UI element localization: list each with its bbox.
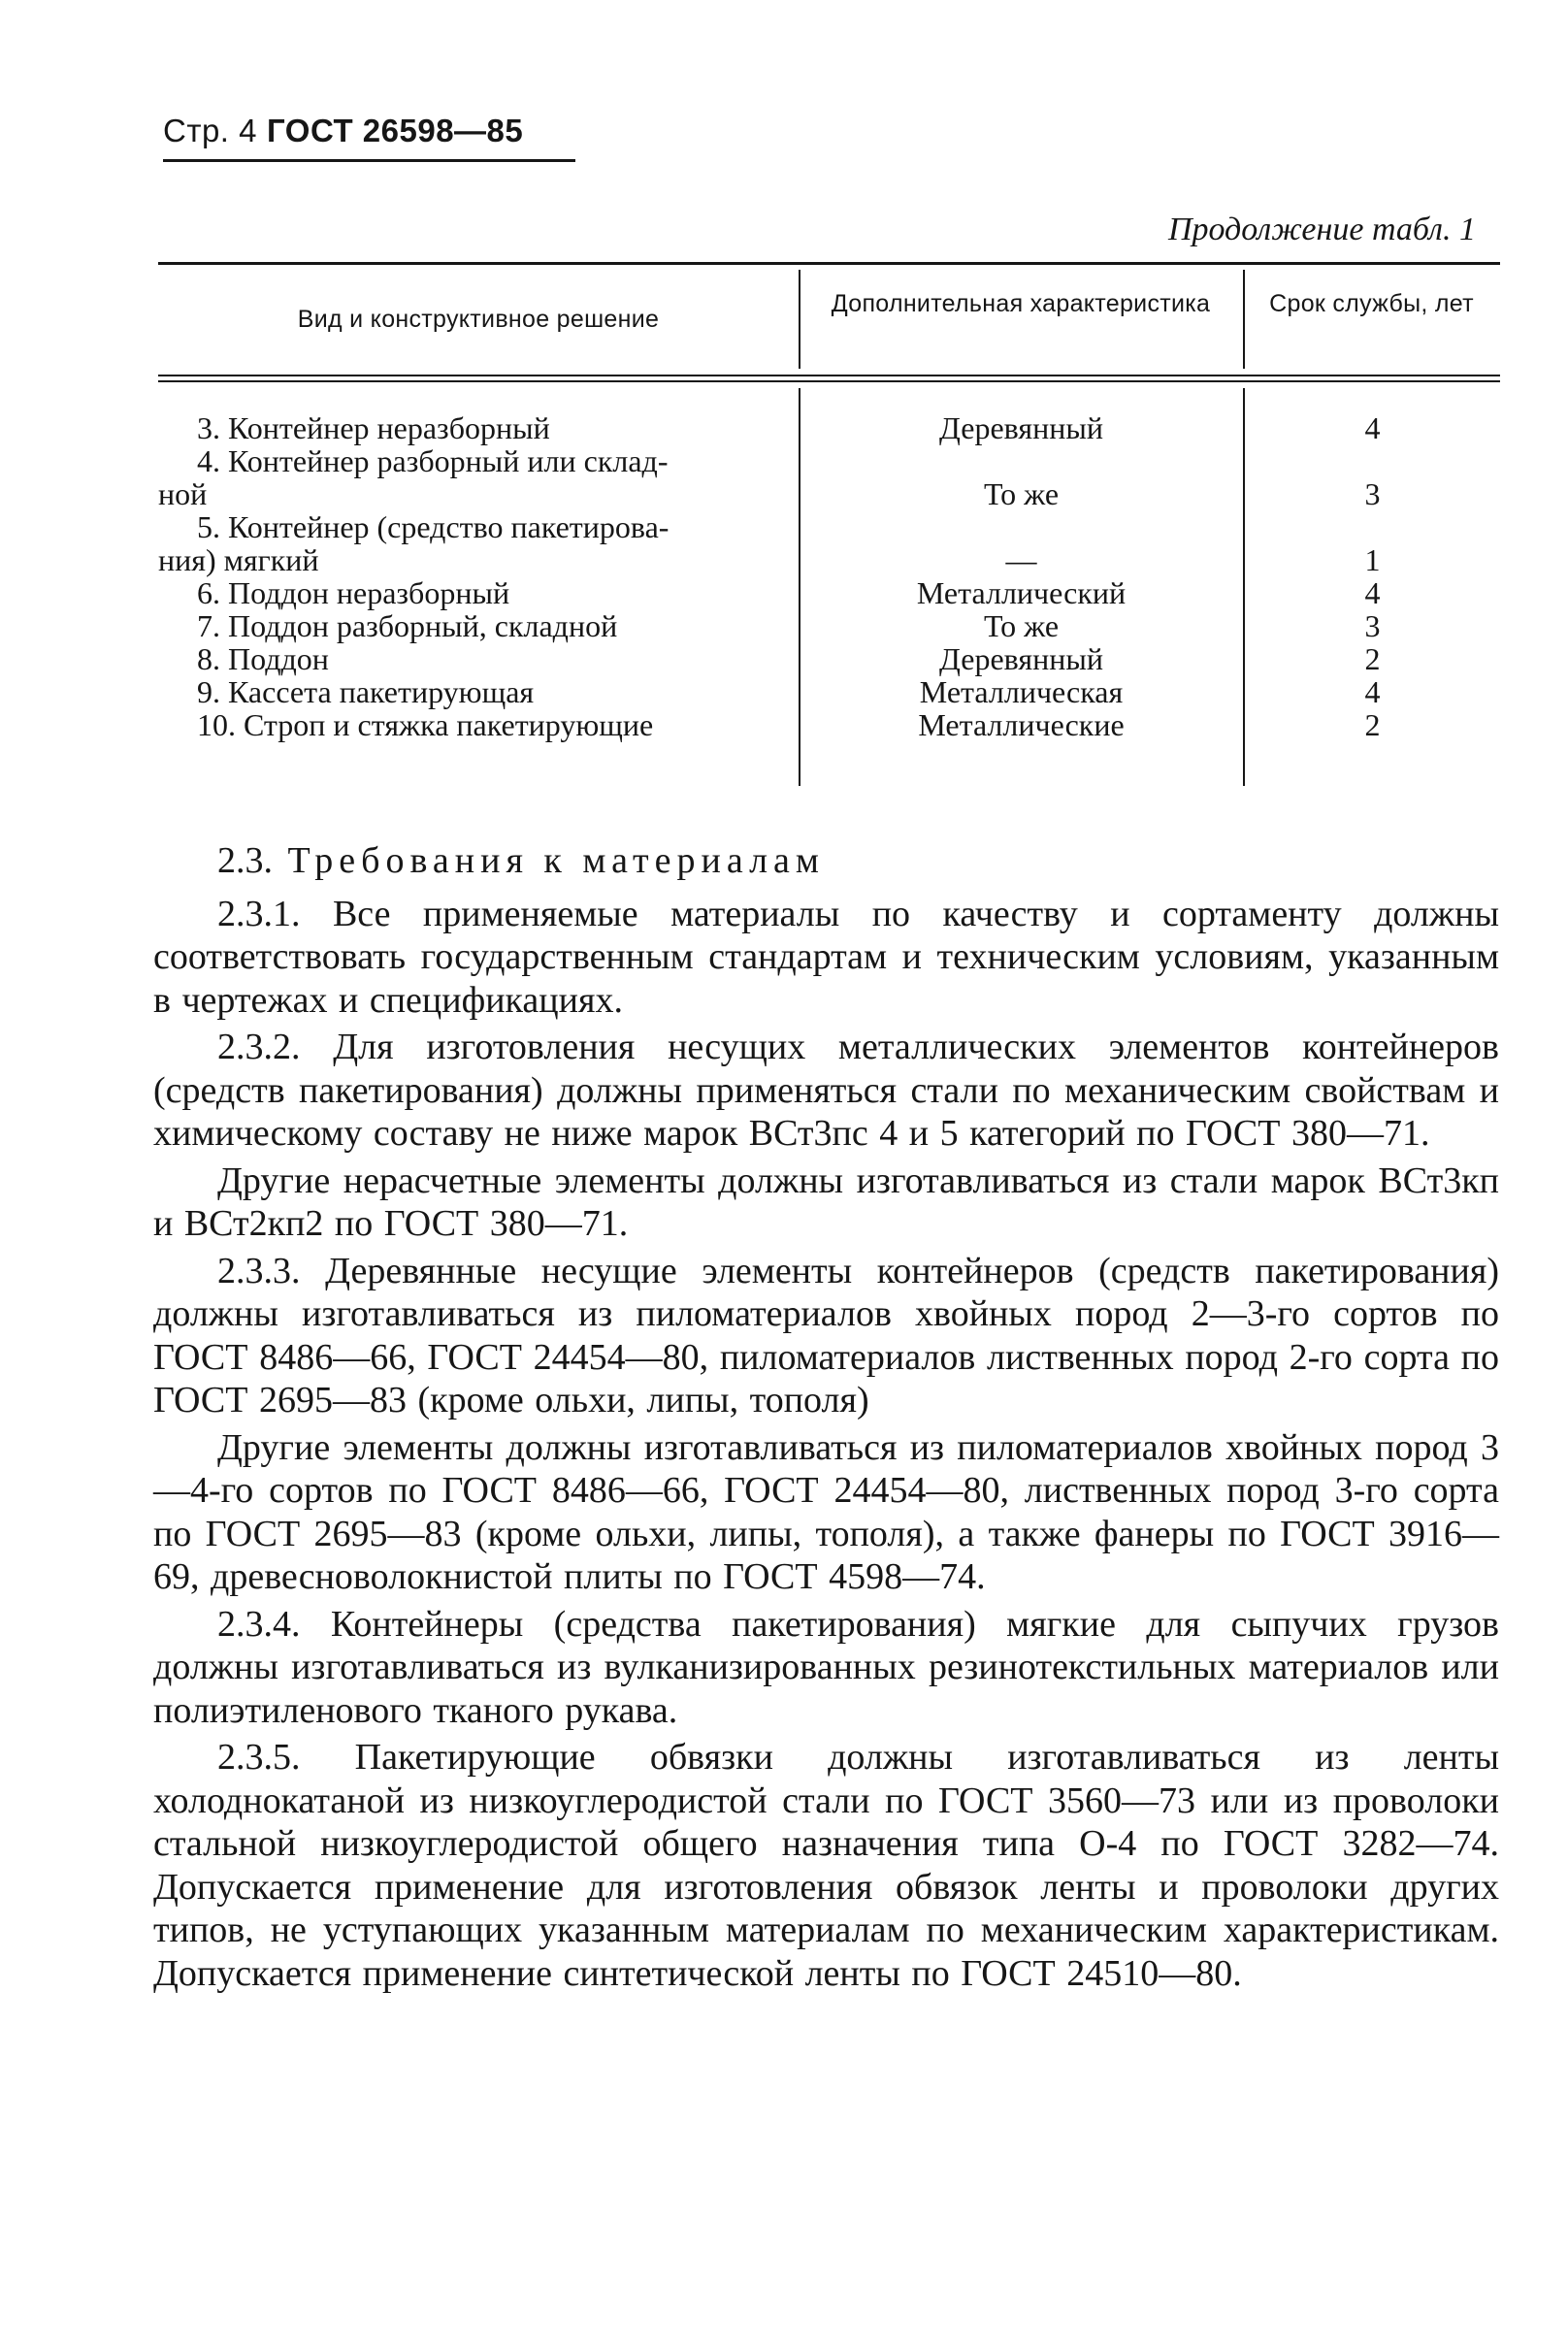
table-row xyxy=(158,510,1500,576)
column-header-kind: Вид и конструктивное решение xyxy=(297,306,660,333)
kind-text: 5. Контейнер (средство пакетирова- xyxy=(197,509,670,544)
header-divider-1 xyxy=(799,270,800,369)
table-row xyxy=(158,609,1500,642)
column-header-service-life: Срок службы, лет xyxy=(1269,290,1474,317)
cell-characteristic: То же xyxy=(983,476,1060,511)
cell-kind xyxy=(158,675,823,708)
cell-service-life: 2 xyxy=(1364,641,1381,676)
cell-service-life: 1 xyxy=(1364,542,1381,577)
table-top-rule xyxy=(158,262,1500,265)
service-life-table xyxy=(158,262,1500,791)
kind-text-continued: ния) мягкий xyxy=(158,542,319,577)
paragraph-2-3-4: 2.3.4. Контейнеры (средства пакетирования) мягкие для сыпучих грузов должны изготавливаться из вулканизированных резинотекстильных материалов или полиэтиленового тканого рукава. xyxy=(153,1603,1499,1731)
standard-number: ГОСТ 26598—85 xyxy=(267,113,524,148)
kind-text: 6. Поддон неразборный xyxy=(197,575,510,610)
table-row xyxy=(158,642,1500,675)
table-caption: Продолжение табл. 1 xyxy=(1167,212,1476,247)
paragraph-2-3-1: 2.3.1. Все применяемые материалы по качеству и сортаменту должны соответствовать государственным стандартам и техническим условиям, указанным в чертежах и спецификациях. xyxy=(153,893,1499,1021)
cell-service-life: 4 xyxy=(1364,674,1381,709)
cell-service-life: 2 xyxy=(1364,707,1381,742)
table-row xyxy=(158,675,1500,708)
table-row xyxy=(158,708,1500,741)
table-row xyxy=(158,411,1500,444)
cell-characteristic: — xyxy=(1005,542,1037,577)
section-body xyxy=(153,839,1499,1999)
kind-text: 10. Строп и стяжка пакетирующие xyxy=(197,707,654,742)
cell-characteristic: То же xyxy=(983,608,1060,643)
header-rule-upper xyxy=(158,375,1500,376)
paragraph-2-3-5: 2.3.5. Пакетирующие обвязки должны изготавливаться из ленты холоднокатаной из низкоуглеродистой стали по ГОСТ 3560—73 или из проволоки стальной низкоуглеродистой общего назначения типа О-4 по ГОСТ 3282—74. Допускается применение для изготовления обвязок ленты и проволоки других типов, не уступающих указанным материалам по механическим характеристикам. Допускается применение синтетической ленты по ГОСТ 24510—80. xyxy=(153,1737,1499,1994)
section-number: 2.3. xyxy=(217,840,273,881)
kind-text: 8. Поддон xyxy=(197,641,329,676)
cell-kind xyxy=(158,708,823,741)
cell-kind xyxy=(158,642,823,675)
header-rule xyxy=(163,159,575,162)
cell-service-life: 4 xyxy=(1364,410,1381,445)
paragraph-2-3-3-other: Другие элементы должны изготавливаться из пиломатериалов хвойных пород 3—4-го сортов по ГОСТ 8486—66, ГОСТ 24454—80, лиственных пород 3-го сорта по ГОСТ 2695—83 (кроме ольхи, липы, тополя), а также фанеры по ГОСТ 3916—69, древесноволокнистой плиты по ГОСТ 4598—74. xyxy=(153,1426,1499,1597)
cell-kind xyxy=(158,411,823,444)
section-title: Требования к материалам xyxy=(287,840,825,881)
header-divider-2 xyxy=(1243,270,1245,369)
kind-text-continued: ной xyxy=(158,476,208,511)
header-rule-lower xyxy=(158,380,1500,382)
cell-characteristic: Металлический xyxy=(916,575,1127,610)
section-heading xyxy=(153,839,1499,883)
paragraph-2-3-2: 2.3.2. Для изготовления несущих металлических элементов контейнеров (средств пакетирования) должны применяться стали по механическим свойствам и химическому составу не ниже марок ВСт3пс 4 и 5 категорий по ГОСТ 380—71. xyxy=(153,1027,1499,1154)
cell-kind xyxy=(158,510,823,576)
table-row xyxy=(158,444,1500,510)
kind-text: 3. Контейнер неразборный xyxy=(197,410,550,445)
kind-text: 7. Поддон разборный, складной xyxy=(197,608,618,643)
cell-kind xyxy=(158,576,823,609)
cell-characteristic: Деревянный xyxy=(939,641,1103,676)
paragraph-2-3-3: 2.3.3. Деревянные несущие элементы контейнеров (средств пакетирования) должны изготавливаться из пиломатериалов хвойных пород 2—3-го сортов по ГОСТ 8486—66, ГОСТ 24454—80, пиломатериалов лиственных пород 2-го сорта по ГОСТ 2695—83 (кроме ольхи, липы, тополя) xyxy=(153,1250,1499,1420)
kind-text: 9. Кассета пакетирующая xyxy=(197,674,535,709)
cell-service-life: 4 xyxy=(1364,575,1381,610)
table-row xyxy=(158,576,1500,609)
cell-service-life: 3 xyxy=(1364,608,1381,643)
paragraph-2-3-2-other: Другие нерасчетные элементы должны изготавливаться из стали марок ВСт3кп и ВСт2кп2 по ГОСТ 380—71. xyxy=(153,1159,1499,1244)
cell-service-life: 3 xyxy=(1364,476,1381,511)
page-label: Стр. 4 xyxy=(163,113,257,148)
kind-text: 4. Контейнер разборный или склад- xyxy=(197,443,669,478)
cell-characteristic: Деревянный xyxy=(939,410,1103,445)
column-header-characteristic: Дополнительная характеристика xyxy=(831,290,1211,317)
cell-kind xyxy=(158,444,823,510)
cell-characteristic: Металлические xyxy=(918,707,1125,742)
cell-kind xyxy=(158,609,823,642)
table-body xyxy=(158,411,1500,741)
cell-characteristic: Металлическая xyxy=(919,674,1124,709)
running-header xyxy=(163,113,523,149)
